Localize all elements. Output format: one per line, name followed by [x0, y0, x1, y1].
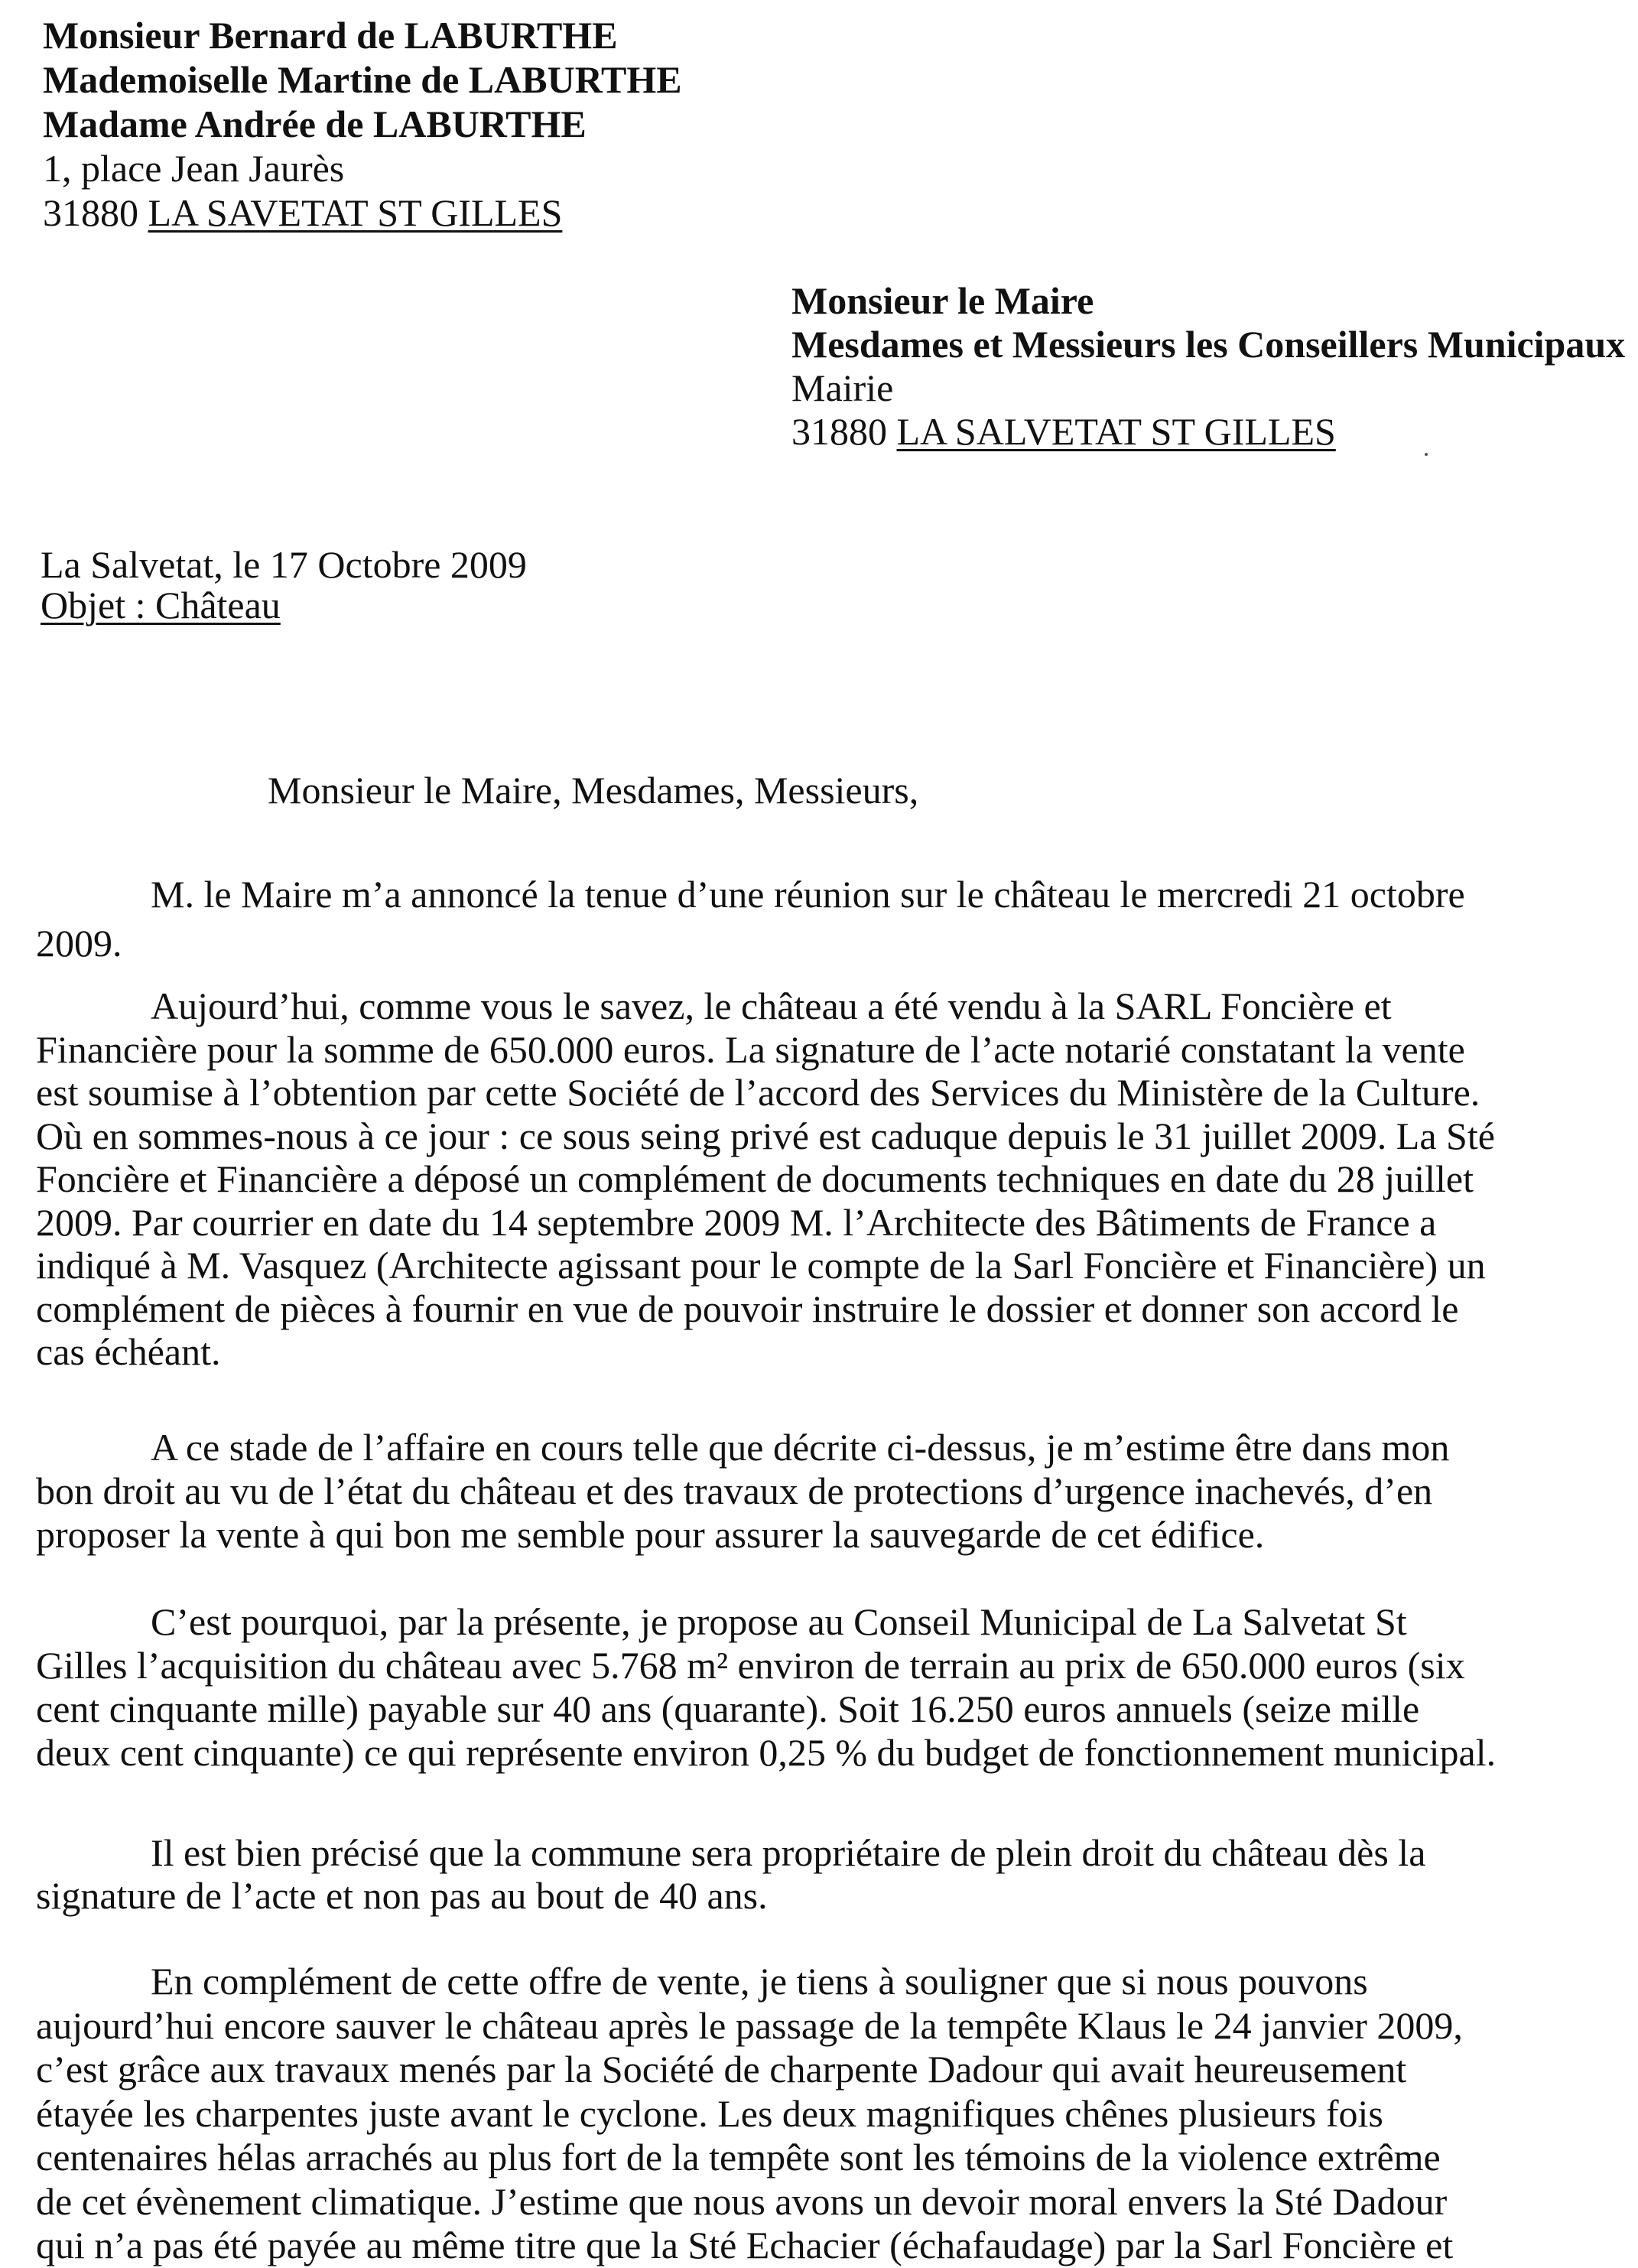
subject-line: Objet : Château: [41, 584, 281, 626]
text-line: Foncière et Financière a déposé un complément de documents techniques en date du 28 juillet: [36, 1157, 1474, 1200]
sender-street: 1, place Jean Jaurès: [43, 147, 345, 190]
text-line: proposer la vente à qui bon me semble pour assurer la sauvegarde de cet édifice.: [36, 1513, 1265, 1556]
text-line: Aujourd’hui, comme vous le savez, le château a été vendu à la SARL Foncière et: [151, 984, 1392, 1027]
text-line: C’est pourquoi, par la présente, je propose au Conseil Municipal de La Salvetat St: [151, 1600, 1407, 1643]
text-line: Il est bien précisé que la commune sera propriétaire de plein droit du château dès la: [151, 1831, 1426, 1874]
sender-name: Mademoiselle Martine de LABURTHE: [43, 58, 682, 101]
text-line: deux cent cinquante) ce qui représente environ 0,25 % du budget de fonctionnement municipal.: [36, 1731, 1497, 1774]
text-line: complément de pièces à fournir en vue de pouvoir instruire le dossier et donner son accord le: [36, 1287, 1459, 1330]
text-line: aujourd’hui encore sauver le château après le passage de la tempête Klaus le 24 janvier 2009,: [36, 2003, 1463, 2047]
text-line: qui n’a pas été payée au même titre que la Sté Echacier (échafaudage) par la Sarl Foncière et: [36, 2224, 1454, 2266]
sender-name: Monsieur Bernard de LABURTHE: [43, 14, 618, 57]
text-line: En complément de cette offre de vente, je tiens à souligner que si nous pouvons: [151, 1960, 1368, 2003]
scan-speck: [1425, 453, 1428, 456]
text-line: c’est grâce aux travaux menés par la Société de charpente Dadour qui avait heureusement: [36, 2048, 1407, 2091]
sender-name: Madame Andrée de LABURTHE: [43, 102, 587, 145]
text-line: Gilles l’acquisition du château avec 5.768 m² environ de terrain au prix de 650.000 euros (six: [36, 1644, 1465, 1687]
text-line: A ce stade de l’affaire en cours telle que décrite ci-dessus, je m’estime être dans mon: [151, 1426, 1450, 1469]
text-line: indiqué à M. Vasquez (Architecte agissant pour le compte de la Sarl Foncière et Financière) un: [36, 1244, 1486, 1287]
text-line: cent cinquante mille) payable sur 40 ans (quarante). Soit 16.250 euros annuels (seize mille: [36, 1687, 1420, 1730]
paragraph-sale-status: [36, 984, 1611, 1374]
text-line: bon droit au vu de l’état du château et des travaux de protections d’urgence inachevés, d’en: [36, 1469, 1433, 1512]
sender-city: LA SAVETAT ST GILLES: [148, 191, 563, 234]
paragraph-storm-works: [36, 1960, 1611, 2268]
paragraph-right-to-sell: [36, 1426, 1611, 1557]
recipient-city: LA SALVETAT ST GILLES: [896, 410, 1336, 453]
recipient-name: Monsieur le Maire: [791, 279, 1094, 322]
date-subject-block: [41, 545, 527, 626]
recipient-postcode: 31880: [791, 410, 887, 453]
paragraph-offer: [36, 1600, 1611, 1775]
sender-address-block: [43, 13, 682, 235]
text-line: est soumise à l’obtention par cette Société de l’accord des Services du Ministère de la Culture.: [36, 1071, 1480, 1114]
paragraph-ownership: [36, 1831, 1611, 1917]
salutation: Monsieur le Maire, Mesdames, Messieurs,: [268, 769, 919, 812]
text-line: centenaires hélas arrachés au plus fort de la tempête sont les témoins de la violence extrême: [36, 2136, 1441, 2179]
text-line: cas échéant.: [36, 1330, 221, 1373]
sender-city-line: [43, 190, 682, 235]
text-line: étayée les charpentes juste avant le cyclone. Les deux magnifiques chênes plusieurs fois: [36, 2091, 1383, 2135]
sender-postcode: 31880: [43, 191, 138, 234]
text-line: M. le Maire m’a annoncé la tenue d’une réunion sur le château le mercredi 21 octobre: [151, 873, 1465, 916]
text-line: Où en sommes-nous à ce jour : ce sous seing privé est caduque depuis le 31 juillet 2009. La Sté: [36, 1114, 1495, 1157]
text-line: 2009.: [36, 922, 122, 965]
recipient-place: Mairie: [791, 366, 894, 409]
recipient-city-line: [791, 410, 1625, 454]
text-line: signature de l’acte et non pas au bout de 40 ans.: [36, 1874, 768, 1917]
text-line: de cet évènement climatique. J’estime que nous avons un devoir moral envers la Sté Dadour: [36, 2179, 1448, 2223]
text-line: 2009. Par courrier en date du 14 septembre 2009 M. l’Architecte des Bâtiments de France a: [36, 1200, 1437, 1244]
recipient-address-block: [791, 279, 1625, 454]
date-line: La Salvetat, le 17 Octobre 2009: [41, 543, 527, 586]
text-line: Financière pour la somme de 650.000 euros. La signature de l’acte notarié constatant la vente: [36, 1027, 1465, 1071]
recipient-name: Mesdames et Messieurs les Conseillers Municipaux: [791, 323, 1626, 366]
paragraph-meeting: [36, 870, 1611, 968]
